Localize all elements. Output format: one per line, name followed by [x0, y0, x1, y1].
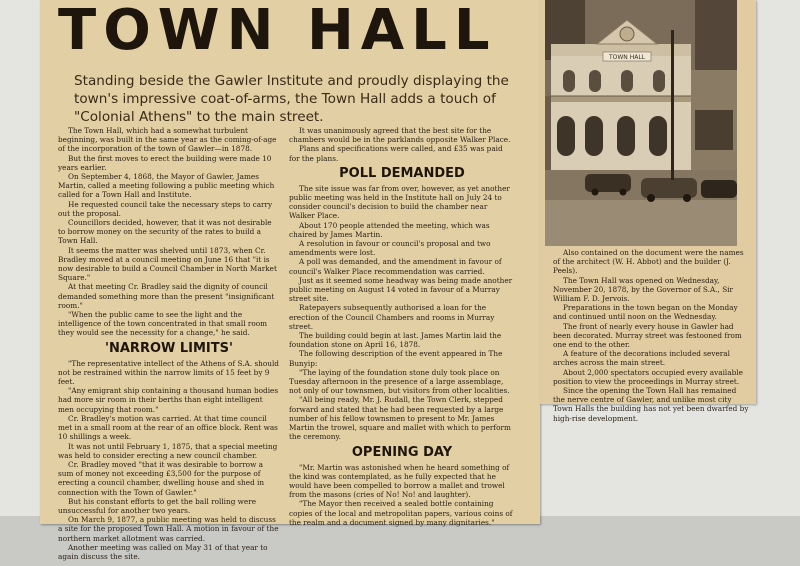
paragraph: Another meeting was called on May 31 of that year to again discuss the site. [58, 542, 268, 561]
paragraph: Cr. Bradley moved "that it was desirable to borrow a sum of money not exceeding £3,500 for the purpose of erecting a council chamber, dwelling house and shed in connection with the Town of Gawler." [58, 459, 265, 497]
paragraph: But the first moves to erect the building were made 10 years earlier. [58, 153, 272, 172]
subhead-narrow-limits: 'NARROW LIMITS' [105, 340, 233, 356]
paragraph: "The Mayor then received a sealed bottle containing copies of the local and metropolitan papers, various coins of the realm and a document signed by many dignitaries." [289, 499, 513, 527]
paragraph: Plans and specifications were called, and £35 was paid for the plans. [289, 144, 503, 163]
paragraph: The building could begin at last. James Martin laid the foundation stone on April 16, 1878. [289, 331, 502, 350]
paragraph: He requested council take the necessary steps to carry out the proposal. [58, 199, 273, 218]
standfirst: Standing beside the Gawler Institute and proudly displaying the town's impressive coat-of-arms, the Town Hall adds a touch of "Colonial Athens" to the main street. [74, 73, 509, 125]
paragraph: Also contained on the document were the names of the architect (W. H. Abbot) and the builder (J. Peels). [553, 248, 744, 276]
paragraph: On September 4, 1868, the Mayor of Gawler, James Martin, called a meeting following a public meeting which called for a Town Hall and Institute. [58, 172, 275, 200]
paragraph: Just as it seemed some headway was being made another public meeting on August 14 voted in favour of a Murray street site. [289, 275, 513, 304]
paragraph: At that meeting Cr. Bradley said the dignity of council demanded something more than the present "insignificant room." [58, 282, 275, 310]
paragraph: The Town Hall, which had a somewhat turbulent beginning, was built in the same year as the coming-of-age of the incorporation of the town of Gawler—in 1878. [58, 126, 277, 154]
paragraph: Preparations in the town began on the Monday and continued until noon on the Wednesday. [553, 303, 738, 322]
paragraph: The following description of the event appeared in The Bunyip: [289, 349, 503, 368]
paragraph: A feature of the decorations included several arches across the main street. [553, 349, 730, 368]
photo-sign-text: TOWN HALL [608, 54, 646, 61]
paragraph: About 2,000 spectators occupied every available position to view the proceedings in Murray street. [553, 367, 743, 386]
paragraph: "All being ready, Mr. J. Rudall, the Town Clerk, stepped forward and stated that he had been requested by a large number of his fellow townsmen to present to Mr. James Martin the trowel, square and mallet with which to perform the ceremony. [289, 395, 511, 442]
paragraph: But his constant efforts to get the ball rolling were unsuccessful for another two years. [58, 496, 257, 515]
paragraph: On March 9, 1877, a public meeting was held to discuss a site for the proposed Town Hall. A motion in favour of the northern market allotment was carried. [58, 515, 279, 543]
paragraph: Cr. Bradley's motion was carried. At that time council met in a small room at the rear of an office block. Rent was 10 shillings a week. [58, 413, 278, 442]
paragraph: The site issue was far from over, however, as yet another public meeting was held in the Institute hall on July 24 to consider council's decision to build the chamber near Walker Place. [289, 183, 510, 221]
paragraph: "Mr. Martin was astonished when he heard something of the kind was contemplated, as he fully expected that he would have been compelled to borrow a mallet and trowel from the masons (cries of No! No! and laughter). [289, 462, 510, 500]
paragraph: The Town Hall was opened on Wednesday, November 20, 1878, by the Governor of S.A., Sir William F. D. Jervois. [553, 275, 734, 304]
column-1 [58, 126, 280, 561]
paragraph: "Any emigrant ship containing a thousand human bodies had more sir room in their berths than eight intelligent men occupying that room." [58, 386, 279, 414]
column-2 [289, 126, 515, 527]
paragraph: A poll was demanded, and the amendment in favour of council's Walker Place recommendation was carried. [289, 257, 502, 276]
paragraph: It was unanimously agreed that the best site for the chambers would be in the parklands opposite Walker Place. [289, 126, 511, 145]
paragraph: The front of nearly every house in Gawler had been decorated. Murray street was festooned from one end to the other. [553, 321, 742, 350]
subhead-opening-day: OPENING DAY [351, 444, 453, 460]
paragraph: "When the public came to see the light and the intelligence of the town concentrated in that small room they would see the necessity for a change," he said. [58, 310, 268, 338]
column-2-text [289, 126, 515, 163]
paragraph: About 170 people attended the meeting, which was chaired by James Martin. [289, 220, 490, 239]
paragraph: A resolution in favour or council's proposal and two amendments were lost. [289, 239, 491, 258]
paragraph: It was not until February 1, 1875, that a special meeting was held to consider erecting a new council chamber. [58, 441, 278, 460]
paragraph: "The laying of the foundation stone duly took place on Tuesday afternoon in the presence of a large assemblage, not only of our townsmen, but visitors from other localities. [289, 367, 510, 396]
headline: TOWN HALL [58, 0, 497, 63]
town-hall-photo-graphic [545, 0, 737, 246]
column-2b-text [289, 184, 515, 442]
town-hall-photo [545, 0, 737, 246]
paragraph: Councillors decided, however, that it was not desirable to borrow money on the security of the rates to build a Town Hall. [58, 218, 272, 246]
column-1-text [58, 126, 280, 338]
column-3 [553, 248, 749, 423]
paragraph: It seems the matter was shelved until 1873, when Cr. Bradley moved at a council meeting on June 16 that "it is now desirable to build a Council Chamber in North Market Square." [58, 245, 277, 283]
paragraph: Ratepayers subsequently authorised a loan for the erection of the Council Chambers and rooms in Murray street. [289, 303, 495, 331]
paragraph: "The representative intellect of the Athens of S.A. should not be restrained within the narrow limits of 15 feet by 9 feet. [58, 358, 279, 387]
paragraph: Since the opening the Town Hall has remained the nerve centre of Gawler, and unlike most city Town Halls the building has not yet been dwarfed by high-rise development. [553, 386, 749, 423]
column-2c-text [289, 463, 515, 527]
column-1b-text [58, 359, 280, 561]
subhead-poll-demanded: POLL DEMANDED [339, 165, 465, 181]
